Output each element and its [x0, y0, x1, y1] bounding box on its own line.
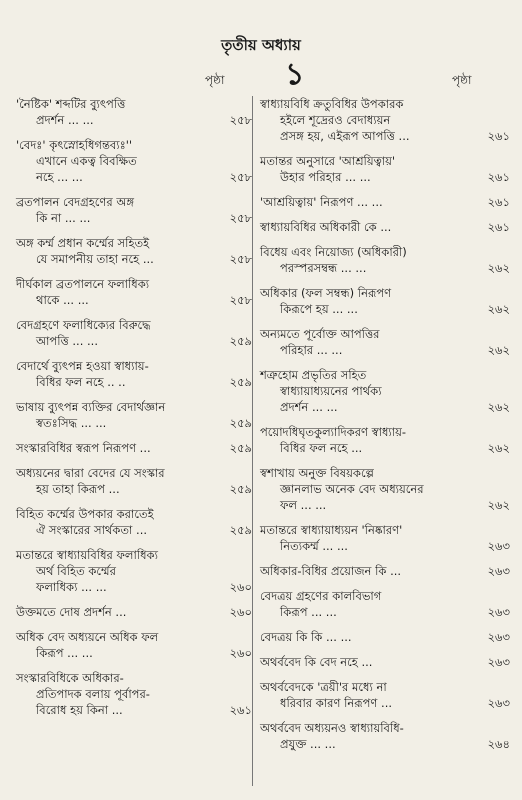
index-entry [16, 506, 252, 538]
index-entry [16, 399, 252, 431]
index-entry [260, 424, 510, 456]
index-entry [260, 326, 510, 358]
entry-page-number: ২৬০ [229, 646, 252, 660]
entry-line: সংস্কারবিধির স্বরূপ নিরূপণ ... [16, 441, 151, 455]
entry-title [260, 465, 510, 513]
entry-title [260, 522, 510, 554]
index-entry [260, 153, 510, 185]
entry-title [260, 679, 510, 711]
index-entry [260, 465, 510, 513]
index-entry [260, 720, 510, 752]
entry-page-number: ২৬৩ [487, 564, 510, 578]
entry-title [260, 96, 510, 144]
entry-line: বিধির ফল নহে ... [280, 441, 363, 455]
entry-title [16, 399, 242, 431]
entry-line: কিরূপ ... ... [36, 646, 93, 660]
index-entry [16, 670, 252, 718]
index-entry [260, 629, 510, 645]
index-entry [260, 367, 510, 415]
entry-title [260, 720, 510, 752]
index-entry [260, 244, 510, 276]
entry-page-number: ২৬৩ [487, 539, 510, 553]
entry-line: স্বাধ্যায়বিধি ক্রতুবিধির উপকারক [260, 97, 404, 111]
entry-title [16, 276, 242, 308]
index-entry [260, 563, 510, 579]
entry-line: ব্রতপালন বেদগ্রহণের অঙ্গ [16, 195, 134, 209]
entry-line: বেদার্থে ব্যুৎপন্ন হওয়া স্বাধ্যায়- [16, 359, 149, 373]
index-entry [260, 96, 510, 144]
entry-line: উহার পরিহার ... ... [280, 170, 371, 184]
entry-line: এখানে একত্ব বিবক্ষিত [36, 154, 137, 168]
entry-line: যে সমাপনীয় তাহা নহে ... [36, 252, 154, 266]
entry-page-number: ২৫৯ [229, 416, 252, 430]
entry-page-number: ২৬৩ [487, 605, 510, 619]
entry-line: থাকে ... ... [36, 293, 89, 307]
entry-page-number: ২৫৮ [229, 211, 252, 225]
entry-line: অধিকার (ফল সম্বন্ধ) নিরূপণ [260, 286, 392, 300]
index-entry [16, 629, 252, 661]
entry-line: ফলাধিক্য ... ... [36, 580, 107, 594]
entry-page-number: ২৫৯ [229, 482, 252, 496]
entry-title [260, 654, 510, 670]
entry-page-number: ২৬২ [487, 441, 510, 455]
entry-line: অঙ্গ কর্ম্ম প্রধান কর্ম্মের সহিতই [16, 236, 150, 250]
right-column [260, 96, 510, 761]
entry-line: নিত্যকর্ম্ম ... ... [280, 539, 348, 553]
entry-line: হয় তাহা কিরূপ ... [36, 482, 120, 496]
entry-title [260, 326, 510, 358]
right-page-label: পৃষ্ঠা [452, 73, 472, 87]
index-entry [16, 276, 252, 308]
index-entry [260, 194, 510, 210]
index-entry [16, 547, 252, 595]
entry-title [16, 629, 242, 661]
entry-title [260, 194, 510, 210]
entry-line: জ্ঞানলাভ অনেক বেদ অধ্যয়নের [280, 482, 424, 496]
entry-page-number: ২৫৯ [229, 441, 252, 455]
entry-line: ঐ সংস্কারের সার্থকতা ... [36, 523, 148, 537]
index-entry [16, 317, 252, 349]
entry-title [16, 604, 242, 620]
entry-title [260, 219, 510, 235]
entry-line: অধিক বেদ অধ্যয়নে অধিক ফল [16, 630, 159, 644]
entry-line: ফল ... ... [280, 498, 327, 512]
chapter-number: ১ [285, 57, 305, 92]
index-entry [260, 588, 510, 620]
entry-line: বিরোধ হয় কিনা ... [36, 703, 123, 717]
index-entry [16, 358, 252, 390]
entry-line: ধরিবার কারণ নিরূপণ ... [280, 696, 393, 710]
entry-line: প্রদর্শন ... ... [280, 400, 338, 414]
entry-page-number: ২৬১ [487, 170, 510, 184]
entry-page-number: ২৫৮ [229, 113, 252, 127]
entry-line: বিধির ফল নহে .. .. [36, 375, 126, 389]
index-entry [260, 679, 510, 711]
entry-title [16, 317, 242, 349]
entry-page-number: ২৬২ [487, 343, 510, 357]
entry-line: ভাষায় ব্যুৎপন্ন ব্যক্তির বেদার্থজ্ঞান [16, 400, 166, 414]
index-entry [16, 235, 252, 267]
entry-line: পরস্পরসম্বন্ধ ... ... [280, 261, 367, 275]
entry-page-number: ২৬৩ [487, 696, 510, 710]
index-entry [260, 285, 510, 317]
entry-title [16, 506, 242, 538]
entry-line: উক্তমতে দোষ প্রদর্শন ... [16, 605, 127, 619]
entry-page-number: ২৬১ [487, 129, 510, 143]
entry-line: স্বতঃসিদ্ধ ... ... [36, 416, 107, 430]
index-entry [260, 219, 510, 235]
entry-title [260, 563, 510, 579]
entry-line: আপত্তি ... ... [36, 334, 98, 348]
entry-title [260, 367, 510, 415]
entry-line: মতান্তর অনুসারে 'আশ্রয়িত্বায়' [260, 154, 396, 168]
entry-title [260, 588, 510, 620]
entry-line: অথর্ববেদ অধ্যয়নও স্বাধ্যায়বিধি- [260, 721, 404, 735]
entry-title [16, 235, 242, 267]
entry-page-number: ২৬৩ [487, 630, 510, 644]
entry-page-number: ২৬০ [229, 580, 252, 594]
entry-line: অধিকার-বিধির প্রয়োজন কি ... [260, 564, 402, 578]
entry-title [260, 424, 510, 456]
entry-line: নহে ... ... [36, 170, 83, 184]
entry-line: পরিহার ... ... [280, 343, 343, 357]
index-entry [16, 194, 252, 226]
entry-line: দীর্ঘকাল ব্রতপালনে ফলাধিক্য [16, 277, 150, 291]
entry-line: স্বাধ্যায়বিধির অধিকারী কে ... [260, 220, 392, 234]
chapter-title: তৃতীয় অধ্যায় [221, 36, 301, 54]
entry-line: বেদত্রয় গ্রহণের কালবিভাগ [260, 589, 382, 603]
entry-line: বিধেয় এবং নিয়োজ্য (অধিকারী) [260, 245, 407, 259]
entry-line: অন্যমতে পূর্বোক্ত আপত্তির [260, 327, 380, 341]
entry-page-number: ২৫৮ [229, 293, 252, 307]
entry-line: হইলে শূদ্রেরও বেদাধ্যয়ন [280, 113, 391, 127]
index-entry [16, 137, 252, 185]
entry-line: বিহিত কর্ম্মের উপকার করাতেই [16, 507, 154, 521]
index-entry [260, 522, 510, 554]
entry-title [16, 137, 242, 185]
index-entry [16, 604, 252, 620]
entry-line: অথর্ববেদ কি বেদ নহে ... [260, 655, 373, 669]
entry-line: কিরূপে হয় ... ... [280, 302, 358, 316]
entry-line: অর্থ বিহিত কর্ম্মের [36, 564, 116, 578]
entry-title [260, 629, 510, 645]
entry-line: কি না ... ... [36, 211, 91, 225]
entry-title [16, 547, 242, 595]
entry-page-number: ২৫৮ [229, 252, 252, 266]
entry-page-number: ২৫৯ [229, 375, 252, 389]
entry-line: মতান্তরে স্বাধ্যায়াধ্যয়ন 'নিষ্কারণ' [260, 523, 403, 537]
entry-title [16, 670, 242, 718]
entry-line: মতান্তরে স্বাধ্যায়বিধির ফলাধিক্য [16, 548, 158, 562]
entry-line: 'বেদঃ' কৃৎস্নোহধিগন্তব্যঃ'' [16, 138, 133, 152]
index-entry [16, 465, 252, 497]
entry-line: স্বাধ্যায়াধ্যয়নের পার্থক্য [280, 384, 382, 398]
entry-line: কিরূপ ... ... [280, 605, 337, 619]
entry-page-number: ২৬০ [229, 605, 252, 619]
entry-page-number: ২৬৩ [487, 655, 510, 669]
left-column [16, 96, 252, 727]
entry-page-number: ২৬২ [487, 302, 510, 316]
column-divider [252, 96, 253, 786]
entry-line: অধ্যয়নের দ্বারা বেদের যে সংস্কার [16, 466, 165, 480]
entry-page-number: ২৬২ [487, 261, 510, 275]
entry-line: 'নৈষ্টিক' শব্দটির ব্যুৎপত্তি [16, 97, 126, 111]
entry-page-number: ২৬৪ [487, 737, 510, 751]
entry-title [16, 440, 242, 456]
entry-line: 'আশ্রয়িত্বায়' নিরূপণ ... ... [260, 195, 383, 209]
entry-title [16, 96, 242, 128]
entry-page-number: ২৫৮ [229, 170, 252, 184]
entry-line: বেদগ্রহণে ফলাধিক্যের বিরুদ্ধে [16, 318, 151, 332]
entry-line: পয়োদধিঘৃতকুল্যাদিকরণ স্বাধ্যায়- [260, 425, 407, 439]
entry-title [260, 153, 510, 185]
entry-page-number: ২৬২ [487, 498, 510, 512]
entry-title [260, 285, 510, 317]
entry-line: প্রদর্শন ... ... [36, 113, 94, 127]
entry-line: স্বশাখায় অনুক্ত বিষয়কল্পে [260, 466, 374, 480]
entry-line: শত্রুহোম প্রভৃতির সহিত [260, 368, 367, 382]
entry-title [16, 465, 242, 497]
entry-line: সংস্কারবিধিকে অধিকার- [16, 671, 124, 685]
entry-line: প্রতিপাদক বলায় পূর্বাপর- [36, 687, 150, 701]
entry-page-number: ২৫৯ [229, 523, 252, 537]
entry-line: প্রযুক্ত ... ... [280, 737, 336, 751]
entry-line: অথর্ববেদকে 'ত্রয়ী'র মধ্যে না [260, 680, 387, 694]
entry-title [260, 244, 510, 276]
entry-line: বেদত্রয় কি কি ... ... [260, 630, 352, 644]
entry-page-number: ২৬১ [487, 220, 510, 234]
entry-title [16, 358, 242, 390]
left-page-label: পৃষ্ঠা [205, 73, 225, 87]
entry-page-number: ২৬২ [487, 400, 510, 414]
entry-page-number: ২৬১ [229, 703, 252, 717]
entry-page-number: ২৬১ [487, 195, 510, 209]
entry-title [16, 194, 242, 226]
entry-page-number: ২৫৯ [229, 334, 252, 348]
index-entry [16, 440, 252, 456]
entry-line: প্রসঙ্গ হয়, এইরূপ আপত্তি ... [280, 129, 410, 143]
index-entry [260, 654, 510, 670]
index-entry [16, 96, 252, 128]
